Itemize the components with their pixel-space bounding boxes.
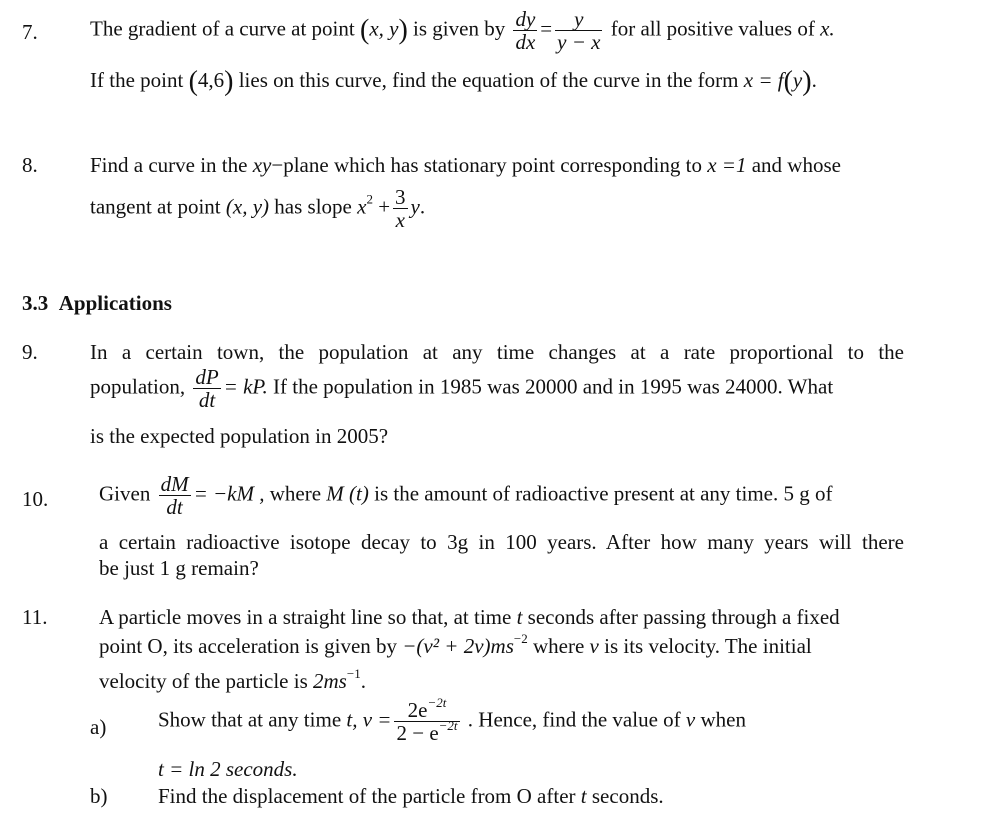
acceleration-expression: −(v² + 2v)ms [402,634,514,658]
text: . Hence, find the value of [467,707,681,732]
fraction [393,186,408,231]
punctuation: . [419,194,426,219]
numerator: dM [160,472,189,496]
exponent: −2t [427,695,447,710]
derivative-fraction [159,473,191,518]
section-title: Applications [58,291,172,315]
equation: = kP. [223,374,268,399]
velocity-expression: 2ms [313,669,347,693]
text: and whose [751,153,841,177]
exponent: −1 [346,666,361,681]
question-text-line [99,473,833,518]
denominator: dt [198,388,216,413]
section-heading [22,291,172,316]
text: when [700,707,746,732]
text: If the population in 1985 was 20000 and in 1995 was 24000. What [273,374,834,399]
text: seconds after passing through a fixed [527,605,840,629]
variable: t, [346,707,358,732]
numerator: y [555,8,602,31]
question-number: 7. [22,20,38,44]
variable: v [685,707,696,732]
question-text-line [158,695,746,746]
question-text-line: be just 1 g remain? [99,556,259,580]
denominator: x [395,208,405,233]
question-text-line [90,186,425,231]
variable: y [410,194,420,219]
text: population, [90,374,186,399]
text: Show that at any time [158,707,342,732]
text: is given by [413,16,506,41]
point-expression: 4,6 [197,68,225,92]
rhs-fraction [555,8,602,53]
question-text-line: If the point (4,6) lies on this curve, find the equation of the curve in the form x = f(y). [90,66,817,97]
question-text-line [90,153,841,178]
variable: t [580,784,587,808]
text: lies on this curve, find the equation of the curve in the form [238,68,739,92]
question-text-line [90,366,833,411]
point-expression: (x, y) [225,194,270,219]
question-text-line: is the expected population in 2005? [90,424,389,448]
punctuation: . [811,68,817,92]
section-number: 3.3 [22,291,49,315]
text: −plane which has stationary point corresponding to [271,153,702,177]
question-text-line: t = ln 2 seconds. [158,757,298,781]
question-text-line: The gradient of a curve at point (x, y) is given by $\frac{dy}{dx}$ = $\frac{y}{y - x}$ for all positive values of x. [90,7,835,55]
text: for all positive values of [610,16,815,41]
question-text-line [99,631,812,659]
equation: v = [362,707,392,732]
variable: y [792,68,803,92]
derivative-fraction [513,8,537,53]
question-text-line: a certain radioactive isotope decay to 3g in 100 years. After how many years will there [99,530,904,554]
numerator: 2e [407,698,428,722]
text: velocity of the particle is [99,669,308,693]
variable: x [357,194,367,219]
text: Given [99,481,151,506]
question-text-line [158,784,664,809]
denominator: y − x [557,30,601,55]
function-expression: M (t) [326,481,369,506]
question-number: 11. [22,605,48,629]
variable: t [516,605,523,629]
text: point O, its acceleration is given by [99,634,398,658]
question-number: 10. [22,487,49,511]
exponent: −2 [513,631,528,646]
point-expression: x, y [369,16,399,41]
text: has slope [274,194,352,219]
variable: xy [252,153,272,177]
text: where [532,634,585,658]
part-label-b: b) [90,784,108,808]
text: Find a curve in the [90,153,248,177]
denominator: 2 − e [396,721,439,746]
derivative-fraction [193,366,220,411]
numerator: dP [195,365,219,389]
text: Find the displacement of the particle from O after [158,784,576,808]
text: A particle moves in a straight line so that, at time [99,605,512,629]
question-text-line: In a certain town, the population at any time changes at a rate proportional to the [90,340,904,364]
text: is its velocity. The initial [604,634,812,658]
question-text-line [99,605,840,630]
text: If the point [90,68,184,92]
equation: x =1 [707,153,747,177]
equation: x = f [743,68,784,92]
operator: + [378,194,391,219]
exponent: 2 [366,191,373,207]
numerator: dy [515,7,536,31]
text: tangent at point [90,194,221,219]
question-number: 9. [22,340,38,364]
text: The gradient of a curve at point [90,16,355,41]
variable: v [589,634,599,658]
numerator: 3 [395,185,406,209]
variable: x. [820,16,835,41]
text: where [269,481,322,506]
text: seconds. [591,784,664,808]
denominator: dx [515,30,536,55]
text: is the amount of radioactive present at any time. 5 g of [374,481,833,506]
punctuation: . [360,669,366,693]
question-number: 8. [22,153,38,177]
velocity-fraction [394,695,459,746]
exponent: −2t [438,718,458,734]
question-text-line [99,666,366,694]
part-label-a: a) [90,715,107,739]
denominator: dt [166,495,183,520]
equation: = −kM , [193,481,265,506]
